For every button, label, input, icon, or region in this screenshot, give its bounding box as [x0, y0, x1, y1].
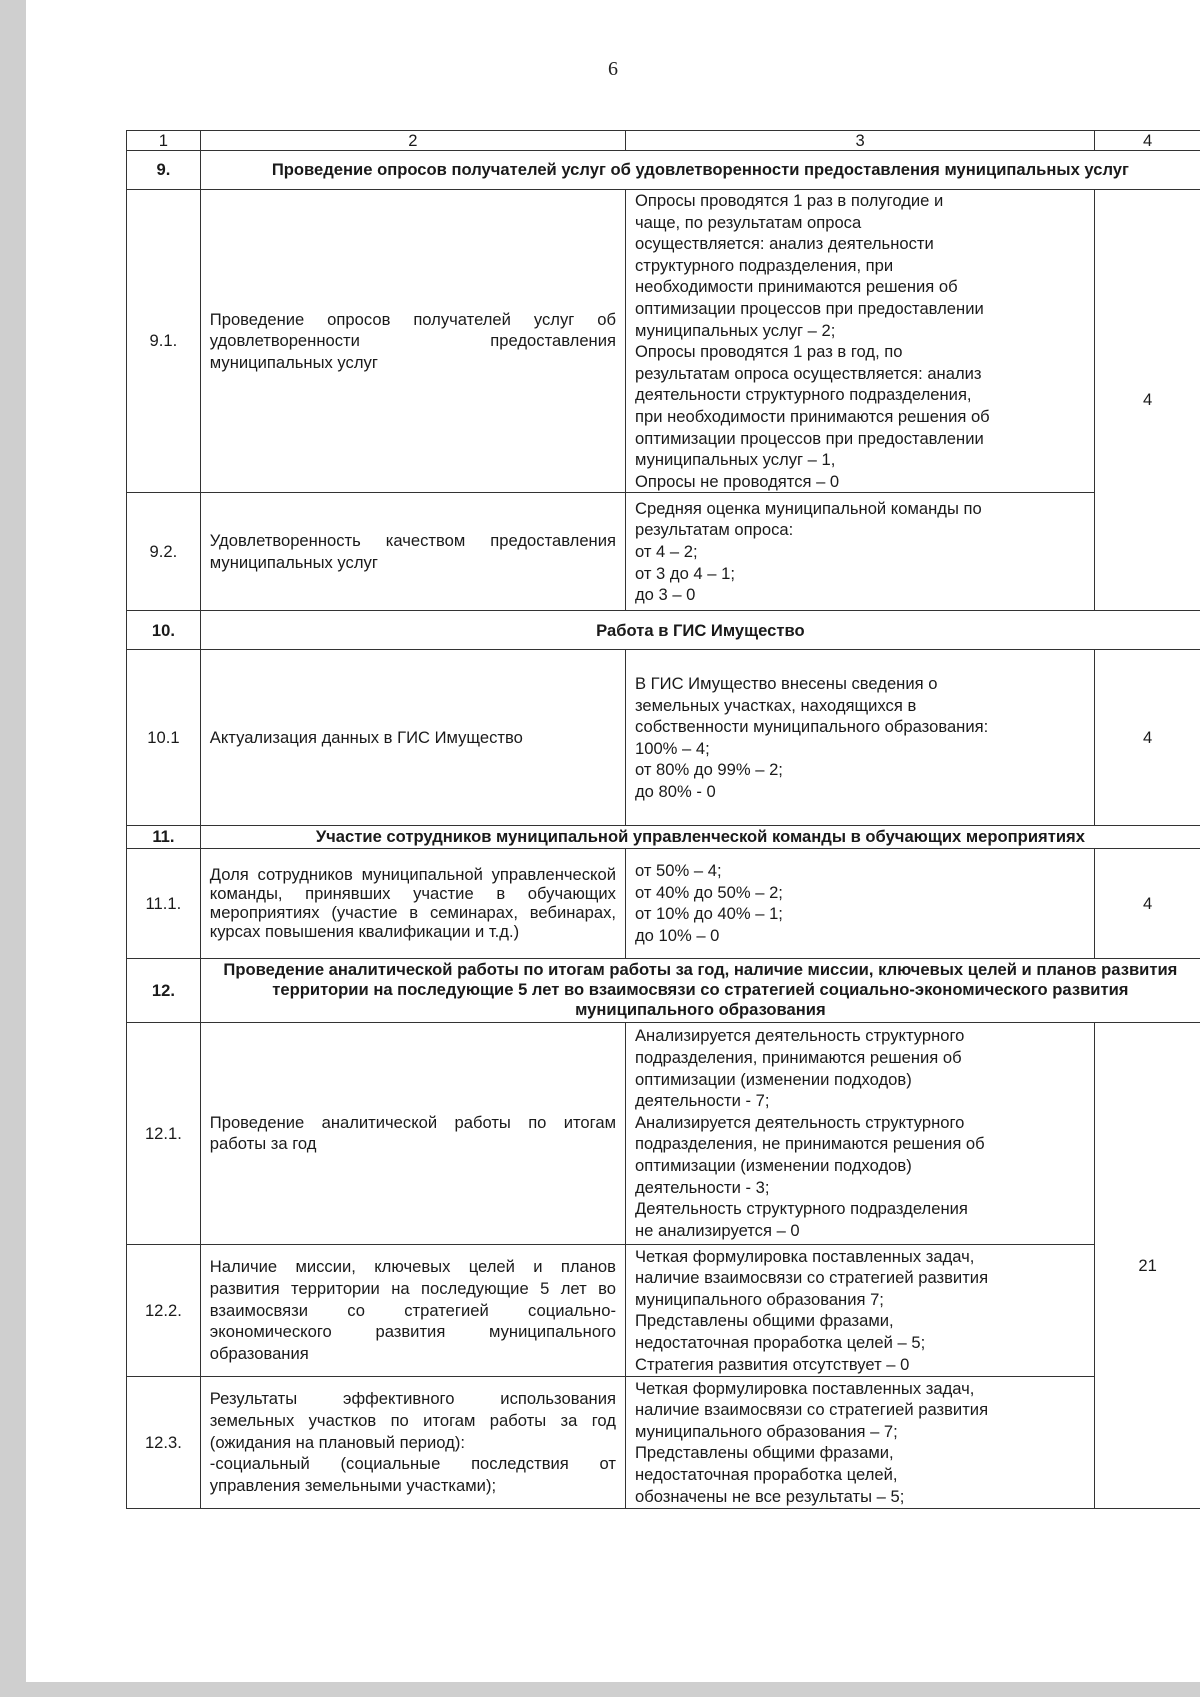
section-title: Проведение аналитической работы по итогам работы за год, наличие миссии, ключевых целей и планов развития территории на последующие 5 лет во взаимосвязи со стратегией социально-экономического развития муниципального образования	[200, 958, 1200, 1022]
table-row	[127, 1022, 1200, 1244]
header-col-4: 4	[1095, 131, 1200, 151]
section-number: 10.	[127, 611, 201, 650]
item-number: 12.3.	[127, 1376, 201, 1508]
page-number: 6	[608, 58, 618, 80]
table-row	[127, 848, 1200, 958]
table-row	[127, 493, 1200, 611]
item-criteria: от 50% – 4; от 40% до 50% – 2; от 10% до 40% – 1; до 10% – 0	[625, 848, 1094, 958]
item-name: Актуализация данных в ГИС Имущество	[200, 650, 625, 826]
item-number: 10.1	[127, 650, 201, 826]
item-score: 4	[1095, 650, 1200, 826]
item-number: 9.2.	[127, 493, 201, 611]
item-name: Проведение аналитической работы по итогам работы за год	[200, 1022, 625, 1244]
section-number: 11.	[127, 826, 201, 849]
table-row	[127, 1376, 1200, 1508]
section-number: 9.	[127, 151, 201, 190]
item-name: Результаты эффективного использования земельных участков по итогам работы за год (ожидания на плановый период): -социальный (социальные последствия от управления земельными участками);	[200, 1376, 625, 1508]
item-criteria: Четкая формулировка поставленных задач, наличие взаимосвязи со стратегией развития муниципального образования – 7; Представлены общими фразами, недостаточная проработка целей, обозначены не все результаты – 5;	[625, 1376, 1094, 1508]
item-criteria: В ГИС Имущество внесены сведения о земельных участках, находящихся в собственности муниципального образования: 100% – 4; от 80% до 99% – 2; до 80% - 0	[625, 650, 1094, 826]
section-title: Работа в ГИС Имущество	[200, 611, 1200, 650]
document-page	[26, 0, 1200, 1682]
item-name: Проведение опросов получателей услуг об удовлетворенности предоставления муниципальных услуг	[200, 190, 625, 493]
section-number: 12.	[127, 958, 201, 1022]
item-score: 21	[1095, 1022, 1200, 1508]
header-col-1: 1	[127, 131, 201, 151]
item-number: 9.1.	[127, 190, 201, 493]
item-number: 11.1.	[127, 848, 201, 958]
section-title: Участие сотрудников муниципальной управленческой команды в обучающих мероприятиях	[200, 826, 1200, 849]
section-row	[127, 826, 1200, 849]
section-title: Проведение опросов получателей услуг об удовлетворенности предоставления муниципальных услуг	[200, 151, 1200, 190]
item-number: 12.1.	[127, 1022, 201, 1244]
item-name: Удовлетворенность качеством предоставления муниципальных услуг	[200, 493, 625, 611]
item-score: 4	[1095, 190, 1200, 611]
table-row	[127, 650, 1200, 826]
section-row	[127, 611, 1200, 650]
section-row	[127, 151, 1200, 190]
criteria-table	[126, 130, 1200, 1509]
item-score: 4	[1095, 848, 1200, 958]
item-name: Доля сотрудников муниципальной управленческой команды, принявших участие в обучающих мероприятиях (участие в семинарах, вебинарах, курсах повышения квалификации и т.д.)	[200, 848, 625, 958]
item-criteria: Опросы проводятся 1 раз в полугодие и чаще, по результатам опроса осуществляется: анализ деятельности структурного подразделения, при необходимости принимаются решения об оптимизации процессов при предоставлении муниципальных услуг – 2; Опросы проводятся 1 раз в год, по результатам опроса осуществляется: анализ деятельности структурного подразделения, при необходимости принимаются решения об оптимизации процессов при предоставлении муниципальных услуг – 1, Опросы не проводятся – 0	[625, 190, 1094, 493]
section-row	[127, 958, 1200, 1022]
item-name: Наличие миссии, ключевых целей и планов развития территории на последующие 5 лет во взаимосвязи со стратегией социально-экономического развития муниципального образования	[200, 1244, 625, 1376]
table-header-row	[127, 131, 1200, 151]
item-number: 12.2.	[127, 1244, 201, 1376]
table-row	[127, 190, 1200, 493]
table-row	[127, 1244, 1200, 1376]
item-criteria: Средняя оценка муниципальной команды по результатам опроса: от 4 – 2; от 3 до 4 – 1; до 3 – 0	[625, 493, 1094, 611]
header-col-2: 2	[200, 131, 625, 151]
header-col-3: 3	[625, 131, 1094, 151]
item-criteria: Четкая формулировка поставленных задач, наличие взаимосвязи со стратегией развития муниципального образования 7; Представлены общими фразами, недостаточная проработка целей – 5; Стратегия развития отсутствует – 0	[625, 1244, 1094, 1376]
item-criteria: Анализируется деятельность структурного подразделения, принимаются решения об оптимизации (изменении подходов) деятельности - 7; Анализируется деятельность структурного подразделения, не принимаются решения об оптимизации (изменении подходов) деятельности - 3; Деятельность структурного подразделения не анализируется – 0	[625, 1022, 1094, 1244]
